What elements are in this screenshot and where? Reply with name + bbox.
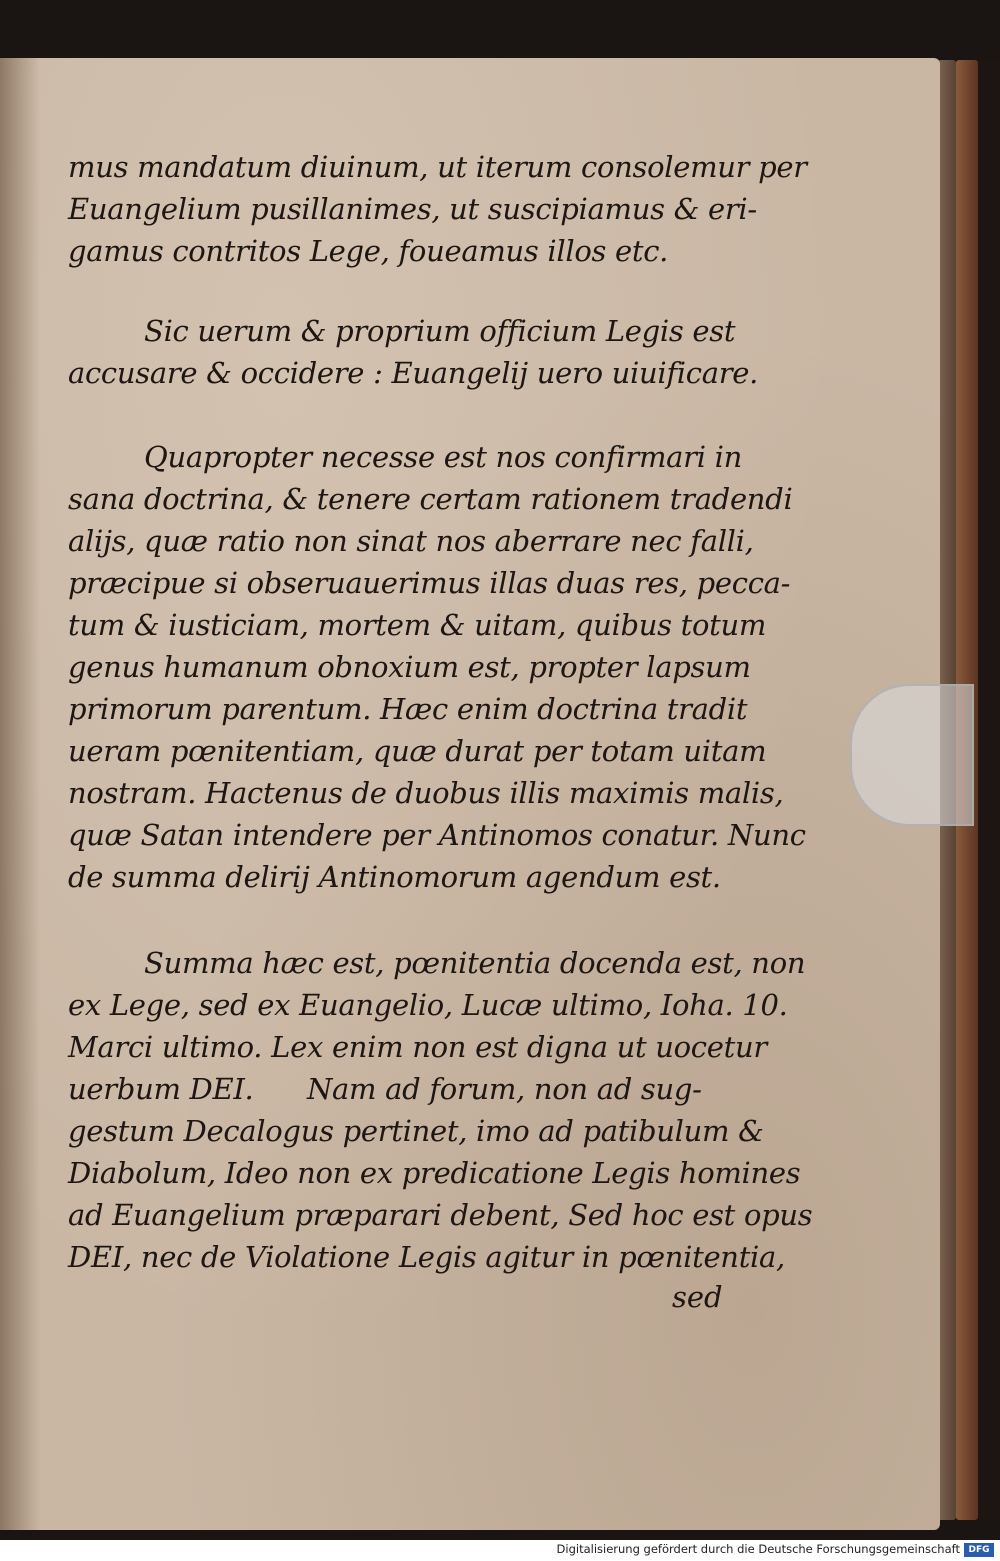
text-line: quæ Satan intendere per Antinomos conatur. Nunc <box>68 818 806 852</box>
paragraph-2 <box>68 310 759 394</box>
text-line: Quapropter necesse est nos confirmari in <box>144 440 742 474</box>
text-line: ad Euangelium præparari debent, Sed hoc est opus <box>68 1198 813 1232</box>
text-line: Diabolum, Ideo non ex predicatione Legis homines <box>68 1156 801 1190</box>
text-line: sana doctrina, & tenere certam rationem tradendi <box>68 482 793 516</box>
text-line: nostram. Hactenus de duobus illis maximis malis, <box>68 776 784 810</box>
book-cover-edge <box>978 60 1000 1520</box>
text-line: Marci ultimo. Lex enim non est digna ut uocetur <box>68 1030 767 1064</box>
text-line: accusare & occidere : Euangelij uero uiuificare. <box>68 356 759 390</box>
text-line: DEI, nec de Violatione Legis agitur in pœnitentia, <box>68 1240 785 1274</box>
paragraph-3 <box>68 436 806 898</box>
dfg-logo: DFG <box>964 1543 994 1557</box>
text-line: Summa hæc est, pœnitentia docenda est, non <box>144 946 806 980</box>
text-line: uerbum DEI. Nam ad forum, non ad sug- <box>68 1072 702 1106</box>
page-gutter-shadow <box>0 58 40 1530</box>
text-line: tum & iusticiam, mortem & uitam, quibus totum <box>68 608 767 642</box>
text-line: Sic uerum & proprium officium Legis est <box>144 314 736 348</box>
paragraph-1 <box>68 146 807 272</box>
text-line: Euangelium pusillanimes, ut suscipiamus & eri- <box>68 192 757 226</box>
text-line: præcipue si obseruauerimus illas duas res, pecca- <box>68 566 791 600</box>
page-clip-tab <box>850 684 974 826</box>
text-line: ueram pœnitentiam, quæ durat per totam uitam <box>68 734 767 768</box>
text-line: ex Lege, sed ex Euangelio, Lucæ ultimo, Ioha. 10. <box>68 988 788 1022</box>
text-line: gamus contritos Lege, foueamus illos etc. <box>68 234 669 268</box>
text-line: gestum Decalogus pertinet, imo ad patibulum & <box>68 1114 764 1148</box>
text-line: genus humanum obnoxium est, propter lapsum <box>68 650 751 684</box>
text-line: mus mandatum diuinum, ut iterum consolemur per <box>68 150 807 184</box>
digitization-footer <box>0 1540 1000 1561</box>
text-line: alijs, quæ ratio non sinat nos aberrare nec falli, <box>68 524 754 558</box>
funding-credit: Digitalisierung gefördert durch die Deutsche Forschungsgemeinschaft <box>556 1542 960 1556</box>
paragraph-4 <box>68 942 813 1278</box>
text-line: primorum parentum. Hæc enim doctrina tradit <box>68 692 748 726</box>
text-line: de summa delirij Antinomorum agendum est. <box>68 860 721 894</box>
page-text <box>68 146 813 1278</box>
catchword: sed <box>672 1280 723 1314</box>
